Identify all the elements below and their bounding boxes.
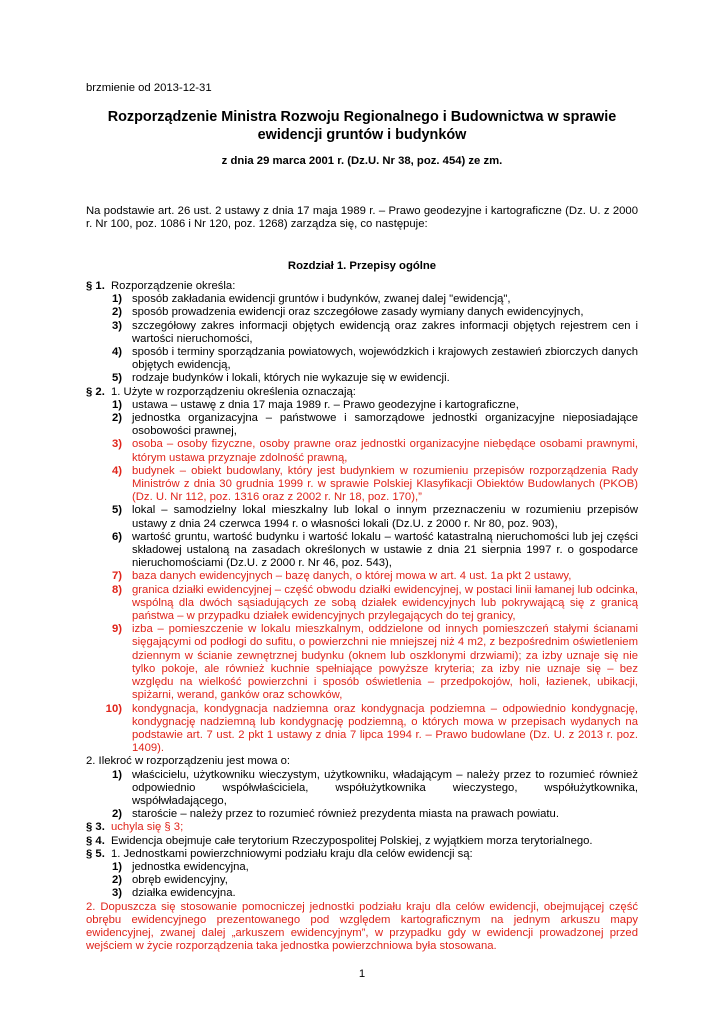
section-2-intro: 1. Użyte w rozporządzeniu określenia oznaczają: (111, 385, 356, 398)
list-item (86, 887, 638, 900)
list-item (86, 320, 638, 346)
item-text: granica działki ewidencyjnej – część obwodu działki ewidencyjnej, w postaci linii łamanej lub odcinka, wspólną dla dwóch sąsiadujących ze sobą działek ewidencyjnych lub pokrywającą się z granicą państwa – w przypadku działek ewidencyjnych przylegających do tej granicy, (132, 583, 638, 623)
item-number: 1) (111, 768, 122, 781)
list-item (86, 412, 638, 438)
item-text: kondygnacja, kondygnacja nadziemna oraz kondygnacja podziemna – odpowiednio kondygnację, kondygnację nadziemną lub kondygnację podziemną, o których mowa w przepisach wydanych na podstawie art. 7 ust. 2 pkt 1 ustawy z dnia 7 lipca 1994 r. – Prawo budowlane (Dz. U. z 2013 r. poz. 1409). (132, 702, 638, 755)
item-number: 10) (105, 702, 122, 715)
item-text: sposób i terminy sporządzania powiatowych, wojewódzkich i krajowych zestawień zbiorczych danych objętych ewidencją, (132, 346, 638, 372)
item-text: sposób zakładania ewidencji gruntów i budynków, zwanej dalej "ewidencją", (132, 293, 511, 306)
list-item (86, 346, 638, 372)
item-number: 9) (111, 623, 122, 636)
item-text: jednostka ewidencyjna, (132, 860, 249, 873)
page-number: 1 (358, 968, 366, 980)
regulation-title: Rozporządzenie Ministra Rozwoju Regionalnego i Budownictwa w sprawie ewidencji gruntów i budynków (107, 109, 617, 143)
list-item (86, 769, 638, 809)
item-text: działka ewidencyjna. (132, 887, 236, 900)
section-1-mark: § 1. (86, 280, 105, 292)
list-item (86, 293, 638, 306)
section-5 (86, 848, 638, 861)
list-item-amended (86, 465, 638, 505)
item-text: lokal – samodzielny lokal mieszkalny lub lokal o innym przeznaczeniu w rozumieniu przepisów ustawy z dnia 24 czerwca 1994 r. o własności lokali (Dz.U. z 2000 r. Nr 80, poz. 903), (132, 504, 638, 530)
item-number: 2) (111, 306, 122, 319)
section-3-text: uchyla się § 3; (111, 821, 184, 834)
section-3 (86, 821, 638, 834)
item-number: 1) (111, 293, 122, 306)
regulation-subtitle: z dnia 29 marca 2001 r. (Dz.U. Nr 38, poz. 454) ze zm. (221, 155, 503, 167)
item-text: wartość gruntu, wartość budynku i wartość lokalu – wartość katastralną nieruchomości lub jej części składowej ustaloną na zasadach określonych w ustawie z dnia 21 sierpnia 1997 r. o gospodarce nieruchomościami (Dz.U. z 2000 r. Nr 46, poz. 543), (132, 530, 638, 570)
item-number: 4) (111, 346, 122, 359)
item-number: 3) (111, 319, 122, 332)
item-number: 3) (111, 887, 122, 900)
regulation-body (86, 280, 638, 953)
list-item (86, 861, 638, 874)
chapter-heading: Rozdział 1. Przepisy ogólne (287, 260, 437, 272)
list-item-amended (86, 703, 638, 756)
list-item-amended (86, 438, 638, 464)
list-item (86, 306, 638, 319)
item-text: obręb ewidencyjny, (132, 874, 228, 887)
item-number: 2) (111, 412, 122, 425)
item-text: właścicielu, użytkowniku wieczystym, użytkowniku, władającym – należy przez to rozumieć również odpowiednio współwłaściciela, współużytkownika wieczystego, współużytkownika, współwładającego, (132, 768, 638, 807)
item-text: izba – pomieszczenie w lokalu mieszkalnym, oddzielone od innych pomieszczeń stałymi ścianami sięgającymi od podłogi do sufitu, o powierzchni nie mniejszej niż 4 m2, z bezpośrednim oświetleniem dziennym w ścianie zewnętrznej budynku (oknem lub oszklonymi drzwiami); za izby uznaje się nie tylko pokoje, ale również kuchnie spełniające powyższe kryteria; za izby nie uznaje się – bez względu na wielkość powierzchni i sposób oświetlenia – przedpokojów, holi, łazienek, ubikacji, spiżarni, werand, ganków oraz schowków, (132, 623, 638, 702)
item-number: 3) (111, 438, 122, 451)
section-5-intro: 1. Jednostkami powierzchniowymi podziału kraju dla celów ewidencji są: (111, 847, 473, 860)
list-item (86, 372, 638, 385)
version-date: brzmienie od 2013-12-31 (86, 82, 212, 94)
item-text: osoba – osoby fizyczne, osoby prawne oraz jednostki organizacyjne niebędące osobami prawnymi, którym ustawa przyznaje zdolność prawną, (132, 438, 638, 464)
section-4 (86, 835, 638, 848)
item-number: 2) (111, 874, 122, 887)
item-text: budynek – obiekt budowlany, który jest budynkiem w rozumieniu przepisów rozporządzenia Rady Ministrów z dnia 30 grudnia 1999 r. w sprawie Polskiej Klasyfikacji Obiektów Budowlanych (PKOB) (Dz. U. Nr 112, poz. 1316 oraz z 2002 r. Nr 18, poz. 170),” (132, 464, 638, 504)
item-text: sposób prowadzenia ewidencji oraz szczegółowe zasady wymiany danych ewidencyjnych, (132, 306, 584, 319)
item-text: szczegółowy zakres informacji objętych ewidencją oraz zakres informacji objętych rejestrem cen i wartości nieruchomości, (132, 319, 638, 345)
item-text: ustawa – ustawę z dnia 17 maja 1989 r. – Prawo geodezyjne i kartograficzne, (132, 398, 519, 411)
list-item (86, 399, 638, 412)
list-item (86, 808, 638, 821)
item-number: 1) (111, 860, 122, 873)
item-text: baza danych ewidencyjnych – bazę danych, o której mowa w art. 4 ust. 1a pkt 2 ustawy, (132, 570, 572, 583)
item-number: 1) (111, 398, 122, 411)
item-text: jednostka organizacyjna – państwowe i samorządowe jednostki organizacyjne nieposiadające osobowości prawnej, (132, 412, 638, 438)
item-number: 8) (111, 583, 122, 596)
item-text: staroście – należy przez to rozumieć również prezydenta miasta na prawach powiatu. (132, 808, 559, 821)
list-item (86, 531, 638, 571)
item-text: rodzaje budynków i lokali, których nie wykazuje się w ewidencji. (132, 372, 450, 385)
item-number: 7) (111, 570, 122, 583)
section-5-mark: § 5. (86, 847, 105, 860)
section-2-paragraph-2: 2. Ilekroć w rozporządzeniu jest mowa o: (86, 755, 291, 768)
list-item-amended (86, 623, 638, 702)
section-5-paragraph-2: 2. Dopuszcza się stosowanie pomocniczej jednostki podziału kraju dla celów ewidencji, obejmującej część obrębu ewidencyjnego prezentowanego pod względem kartograficznym na jednym arkuszu mapy ewidencyjnej, zwanej dalej „arkuszem ewidencyjnym”, w przypadku gdy w ewidencji prowadzonej przed wejściem w życie rozporządzenia taka jednostka powierzchniowa była stosowana. (86, 900, 638, 953)
section-4-mark: § 4. (86, 834, 105, 847)
item-number: 5) (111, 372, 122, 385)
item-number: 5) (111, 504, 122, 517)
section-1-intro: Rozporządzenie określa: (111, 280, 236, 292)
section-2-mark: § 2. (86, 385, 105, 398)
list-item-amended (86, 570, 638, 583)
item-number: 6) (111, 530, 122, 543)
section-3-mark: § 3. (86, 821, 105, 834)
section-2 (86, 386, 638, 399)
list-item (86, 504, 638, 530)
item-number: 2) (111, 808, 122, 821)
list-item (86, 874, 638, 887)
section-1 (86, 280, 638, 293)
list-item-amended (86, 584, 638, 624)
preamble: Na podstawie art. 26 ust. 2 ustawy z dnia 17 maja 1989 r. – Prawo geodezyjne i kartograficzne (Dz. U. z 2000 r. Nr 100, poz. 1086 i Nr 120, poz. 1268) zarządza się, co następuje: (86, 205, 638, 231)
section-4-text: Ewidencja obejmuje całe terytorium Rzeczypospolitej Polskiej, z wyjątkiem morza terytorialnego. (111, 834, 593, 847)
item-number: 4) (111, 464, 122, 477)
